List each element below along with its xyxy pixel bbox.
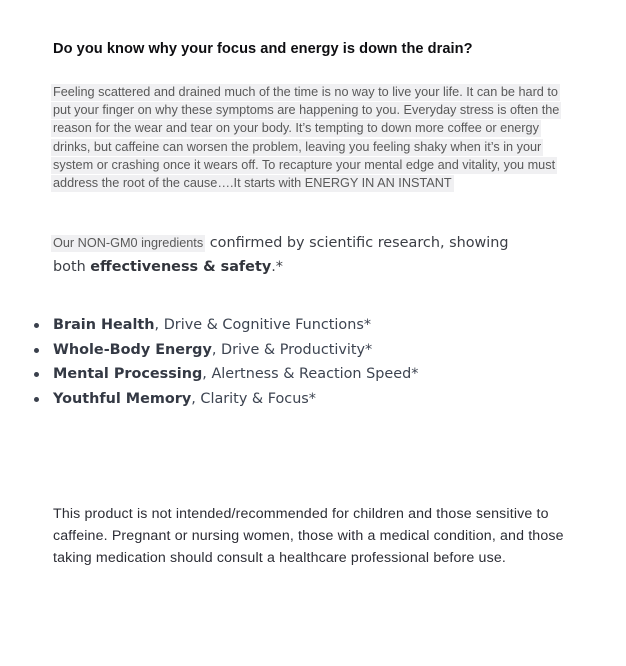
disclaimer-line: This product is not intended/recommended for children and those sensitive to: [53, 506, 549, 523]
benefit-detail: , Clarity & Focus*: [191, 391, 317, 408]
list-item: [33, 338, 418, 363]
benefit-detail: , Drive & Cognitive Functions*: [154, 317, 372, 333]
benefit-name: Mental Processing: [53, 366, 203, 383]
highlighted-text-line: address the root of the cause….It starts with ENERGY IN AN INSTANT: [53, 176, 452, 191]
bullet-icon: [34, 397, 39, 402]
highlighted-text-inline: Our NON-GM0 ingredients: [53, 236, 204, 251]
highlighted-text-line: drinks, but caffeine can worsen the problem, leaving you feeling shaky when it’s in your: [53, 139, 542, 154]
highlighted-text-line: Feeling scattered and drained much of the time is no way to live your life. It can be hard to: [53, 84, 558, 99]
ingredients-text: confirmed by scientific research, showing: [205, 235, 509, 252]
highlighted-text-line: system or crashing once it wears off. To recapture your mental edge and vitality, you must: [53, 158, 556, 173]
benefit-name: Whole-Body Energy: [53, 341, 212, 358]
highlighted-text-line: put your finger on why these symptoms are happening to you. Everyday stress is often the: [53, 103, 560, 118]
intro-paragraph: [53, 83, 561, 193]
bullet-icon: [34, 348, 39, 353]
bullet-icon: [34, 372, 39, 377]
bullet-icon: [34, 323, 39, 328]
list-item: [33, 313, 418, 338]
highlighted-text-line: reason for the wear and tear on your body. It’s tempting to down more coffee or energy: [53, 121, 539, 136]
benefit-name: Brain Health: [53, 317, 155, 333]
ingredients-text: both: [53, 258, 91, 275]
disclaimer-line: taking medication should consult a healthcare professional before use.: [53, 550, 506, 567]
disclaimer-line: caffeine. Pregnant or nursing women, those with a medical condition, and those: [53, 528, 564, 545]
ingredients-bold-text: effectiveness & safety: [90, 258, 272, 275]
benefit-detail: , Alertness & Reaction Speed*: [202, 366, 419, 383]
page-title: Do you know why your focus and energy is down the drain?: [53, 40, 473, 57]
benefits-list: [33, 313, 418, 412]
list-item: [33, 362, 418, 387]
ingredients-text: .*: [271, 258, 283, 275]
benefit-name: Youthful Memory: [53, 391, 192, 408]
ingredients-statement: [53, 232, 509, 279]
benefit-detail: , Drive & Productivity*: [211, 341, 373, 358]
disclaimer-paragraph: [53, 503, 564, 569]
list-item: [33, 387, 418, 412]
